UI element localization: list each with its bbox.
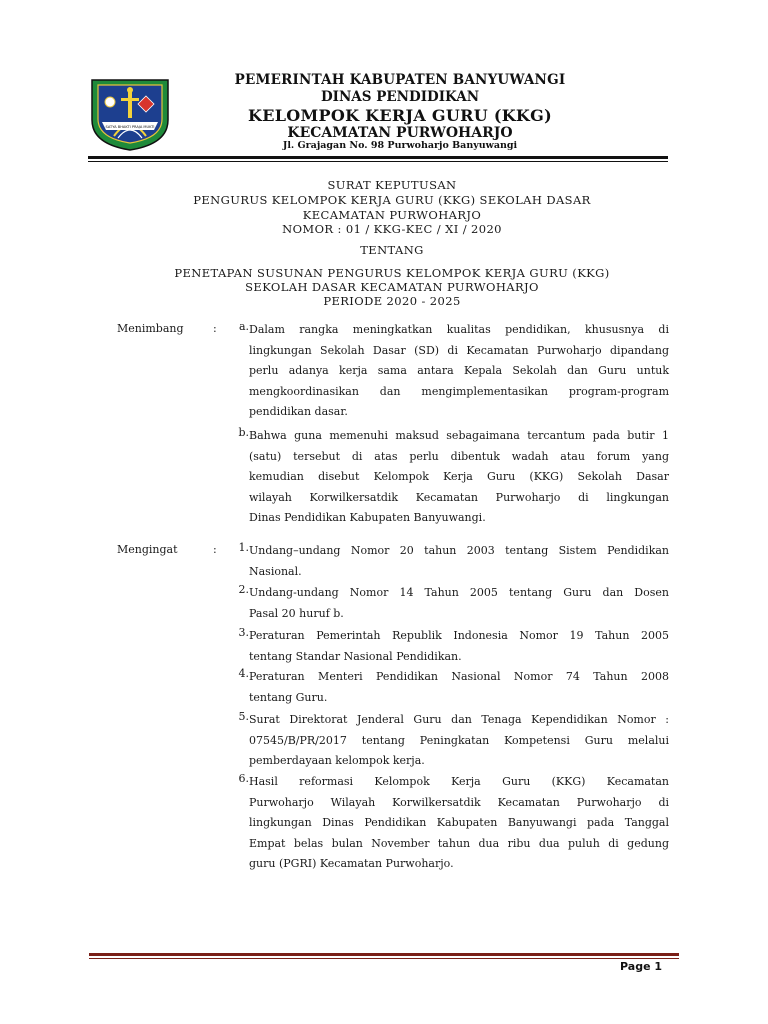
mengingat-item-marker: 1. — [238, 541, 249, 554]
mengingat-item — [231, 772, 669, 875]
menimbang-item-marker: a. — [238, 320, 249, 333]
mengingat-item-line: Empat belas bulan November tahun dua ribu dua puluh di gedung — [249, 836, 669, 850]
menimbang-item-text — [249, 320, 669, 423]
letterhead-department: DINAS PENDIDIKAN — [320, 89, 480, 105]
mengingat-item — [231, 667, 669, 708]
footer-rule-thick — [89, 953, 679, 956]
mengingat-item-marker: 6. — [238, 772, 249, 785]
menimbang-item-line: lingkungan Sekolah Dasar (SD) di Kecamatan Purwoharjo dipandang — [249, 343, 669, 357]
decree-title: SURAT KEPUTUSAN — [327, 178, 457, 192]
letterhead-address: Jl. Grajagan No. 98 Purwoharjo Banyuwangi — [282, 140, 518, 151]
mengingat-item-line: Undang–undang Nomor 20 tahun 2003 tentang Sistem Pendidikan — [249, 544, 669, 557]
mengingat-item-text — [249, 583, 669, 624]
mengingat-item-text — [249, 667, 669, 708]
decree-subject-line-1: PENGURUS KELOMPOK KERJA GURU (KKG) SEKOLAH DASAR — [193, 193, 591, 207]
decree-number: NOMOR : 01 / KKG-KEC / XI / 2020 — [282, 222, 502, 236]
menimbang-item-line: Bahwa guna memenuhi maksud sebagaimana tercantum pada butir 1 — [249, 429, 669, 442]
page-number: Page 1 — [620, 960, 663, 973]
mengingat-item-marker: 5. — [238, 710, 249, 723]
menimbang-item-line: Dinas Pendidikan Kabupaten Banyuwangi. — [249, 511, 486, 525]
decree-tentang: TENTANG — [360, 243, 424, 257]
mengingat-item — [231, 541, 669, 582]
banyuwangi-seal-icon — [88, 74, 172, 152]
mengingat-item-line: guru (PGRI) Kecamatan Purwoharjo. — [249, 857, 454, 871]
menimbang-item-marker: b. — [238, 426, 249, 439]
mengingat-item-line: Purwoharjo Wilayah Korwilkersatdik Kecamatan Purwoharjo di — [249, 795, 669, 809]
mengingat-item-line: Hasil reformasi Kelompok Kerja Guru (KKG) Kecamatan — [249, 775, 669, 788]
mengingat-colon: : — [213, 543, 217, 556]
mengingat-item-marker: 4. — [238, 667, 249, 680]
menimbang-item-text — [249, 426, 669, 529]
decree-about-line-2: SEKOLAH DASAR KECAMATAN PURWOHARJO — [245, 280, 539, 294]
menimbang-item — [231, 426, 669, 529]
menimbang-item — [231, 320, 669, 423]
mengingat-item-line: tentang Guru. — [249, 690, 328, 704]
mengingat-item-line: Nasional. — [249, 564, 302, 578]
mengingat-item-line: tentang Standar Nasional Pendidikan. — [249, 649, 462, 663]
menimbang-item-line: mengkoordinasikan dan mengimplementasikan program-program — [249, 384, 669, 398]
menimbang-colon: : — [213, 322, 217, 335]
letterhead-rule-thick — [88, 156, 668, 159]
decree-about-line-1: PENETAPAN SUSUNAN PENGURUS KELOMPOK KERJA GURU (KKG) — [174, 266, 610, 280]
menimbang-item-line: perlu adanya kerja sama antara Kepala Sekolah dan Guru untuk — [249, 364, 669, 378]
mengingat-item-line: Undang-undang Nomor 14 Tahun 2005 tentang Guru dan Dosen — [249, 586, 669, 599]
decree-period: PERIODE 2020 - 2025 — [323, 294, 461, 308]
mengingat-item-line: Peraturan Pemerintah Republik Indonesia Nomor 19 Tahun 2005 — [249, 629, 669, 642]
mengingat-item — [231, 583, 669, 624]
mengingat-item-line: Pasal 20 huruf b. — [249, 606, 344, 620]
menimbang-item-line: wilayah Korwilkersatdik Kecamatan Purwoharjo di lingkungan — [249, 490, 669, 504]
mengingat-item-marker: 2. — [238, 583, 249, 596]
letterhead-government: PEMERINTAH KABUPATEN BANYUWANGI — [234, 72, 566, 88]
mengingat-item-line: pemberdayaan kelompok kerja. — [249, 754, 425, 768]
menimbang-item-line: (satu) tersebut di atas perlu dibentuk wadah atau forum yang — [249, 449, 669, 463]
decree-subject-line-2: KECAMATAN PURWOHARJO — [302, 208, 482, 222]
menimbang-item-line: kemudian disebut Kelompok Kerja Guru (KKG) Sekolah Dasar — [249, 470, 669, 484]
mengingat-item-marker: 3. — [238, 626, 249, 639]
letterhead-district: KECAMATAN PURWOHARJO — [287, 125, 513, 141]
mengingat-item — [231, 710, 669, 772]
mengingat-item — [231, 626, 669, 667]
mengingat-item-line: Peraturan Menteri Pendidikan Nasional Nomor 74 Tahun 2008 — [249, 670, 669, 683]
menimbang-label: Menimbang — [117, 322, 184, 335]
footer-rule-thin — [89, 958, 679, 959]
mengingat-item-text — [249, 710, 669, 772]
mengingat-item-line: Surat Direktorat Jenderal Guru dan Tenaga Kependidikan Nomor : — [249, 713, 669, 726]
mengingat-label: Mengingat — [117, 543, 178, 556]
letterhead-organization: KELOMPOK KERJA GURU (KKG) — [248, 106, 552, 125]
mengingat-item-line: 07545/B/PR/2017 tentang Peningkatan Kompetensi Guru melalui — [249, 733, 669, 747]
menimbang-item-line: pendidikan dasar. — [249, 405, 348, 419]
mengingat-item-text — [249, 772, 669, 875]
menimbang-item-line: Dalam rangka meningkatkan kualitas pendidikan, khususnya di — [249, 323, 669, 336]
seal-motto: SATYA BHAKTI PRAJA MUKTI — [105, 125, 155, 129]
letterhead-rule-thin — [88, 161, 668, 162]
mengingat-item-text — [249, 626, 669, 667]
mengingat-item-text — [249, 541, 669, 582]
mengingat-item-line: lingkungan Dinas Pendidikan Kabupaten Banyuwangi pada Tanggal — [249, 816, 669, 830]
